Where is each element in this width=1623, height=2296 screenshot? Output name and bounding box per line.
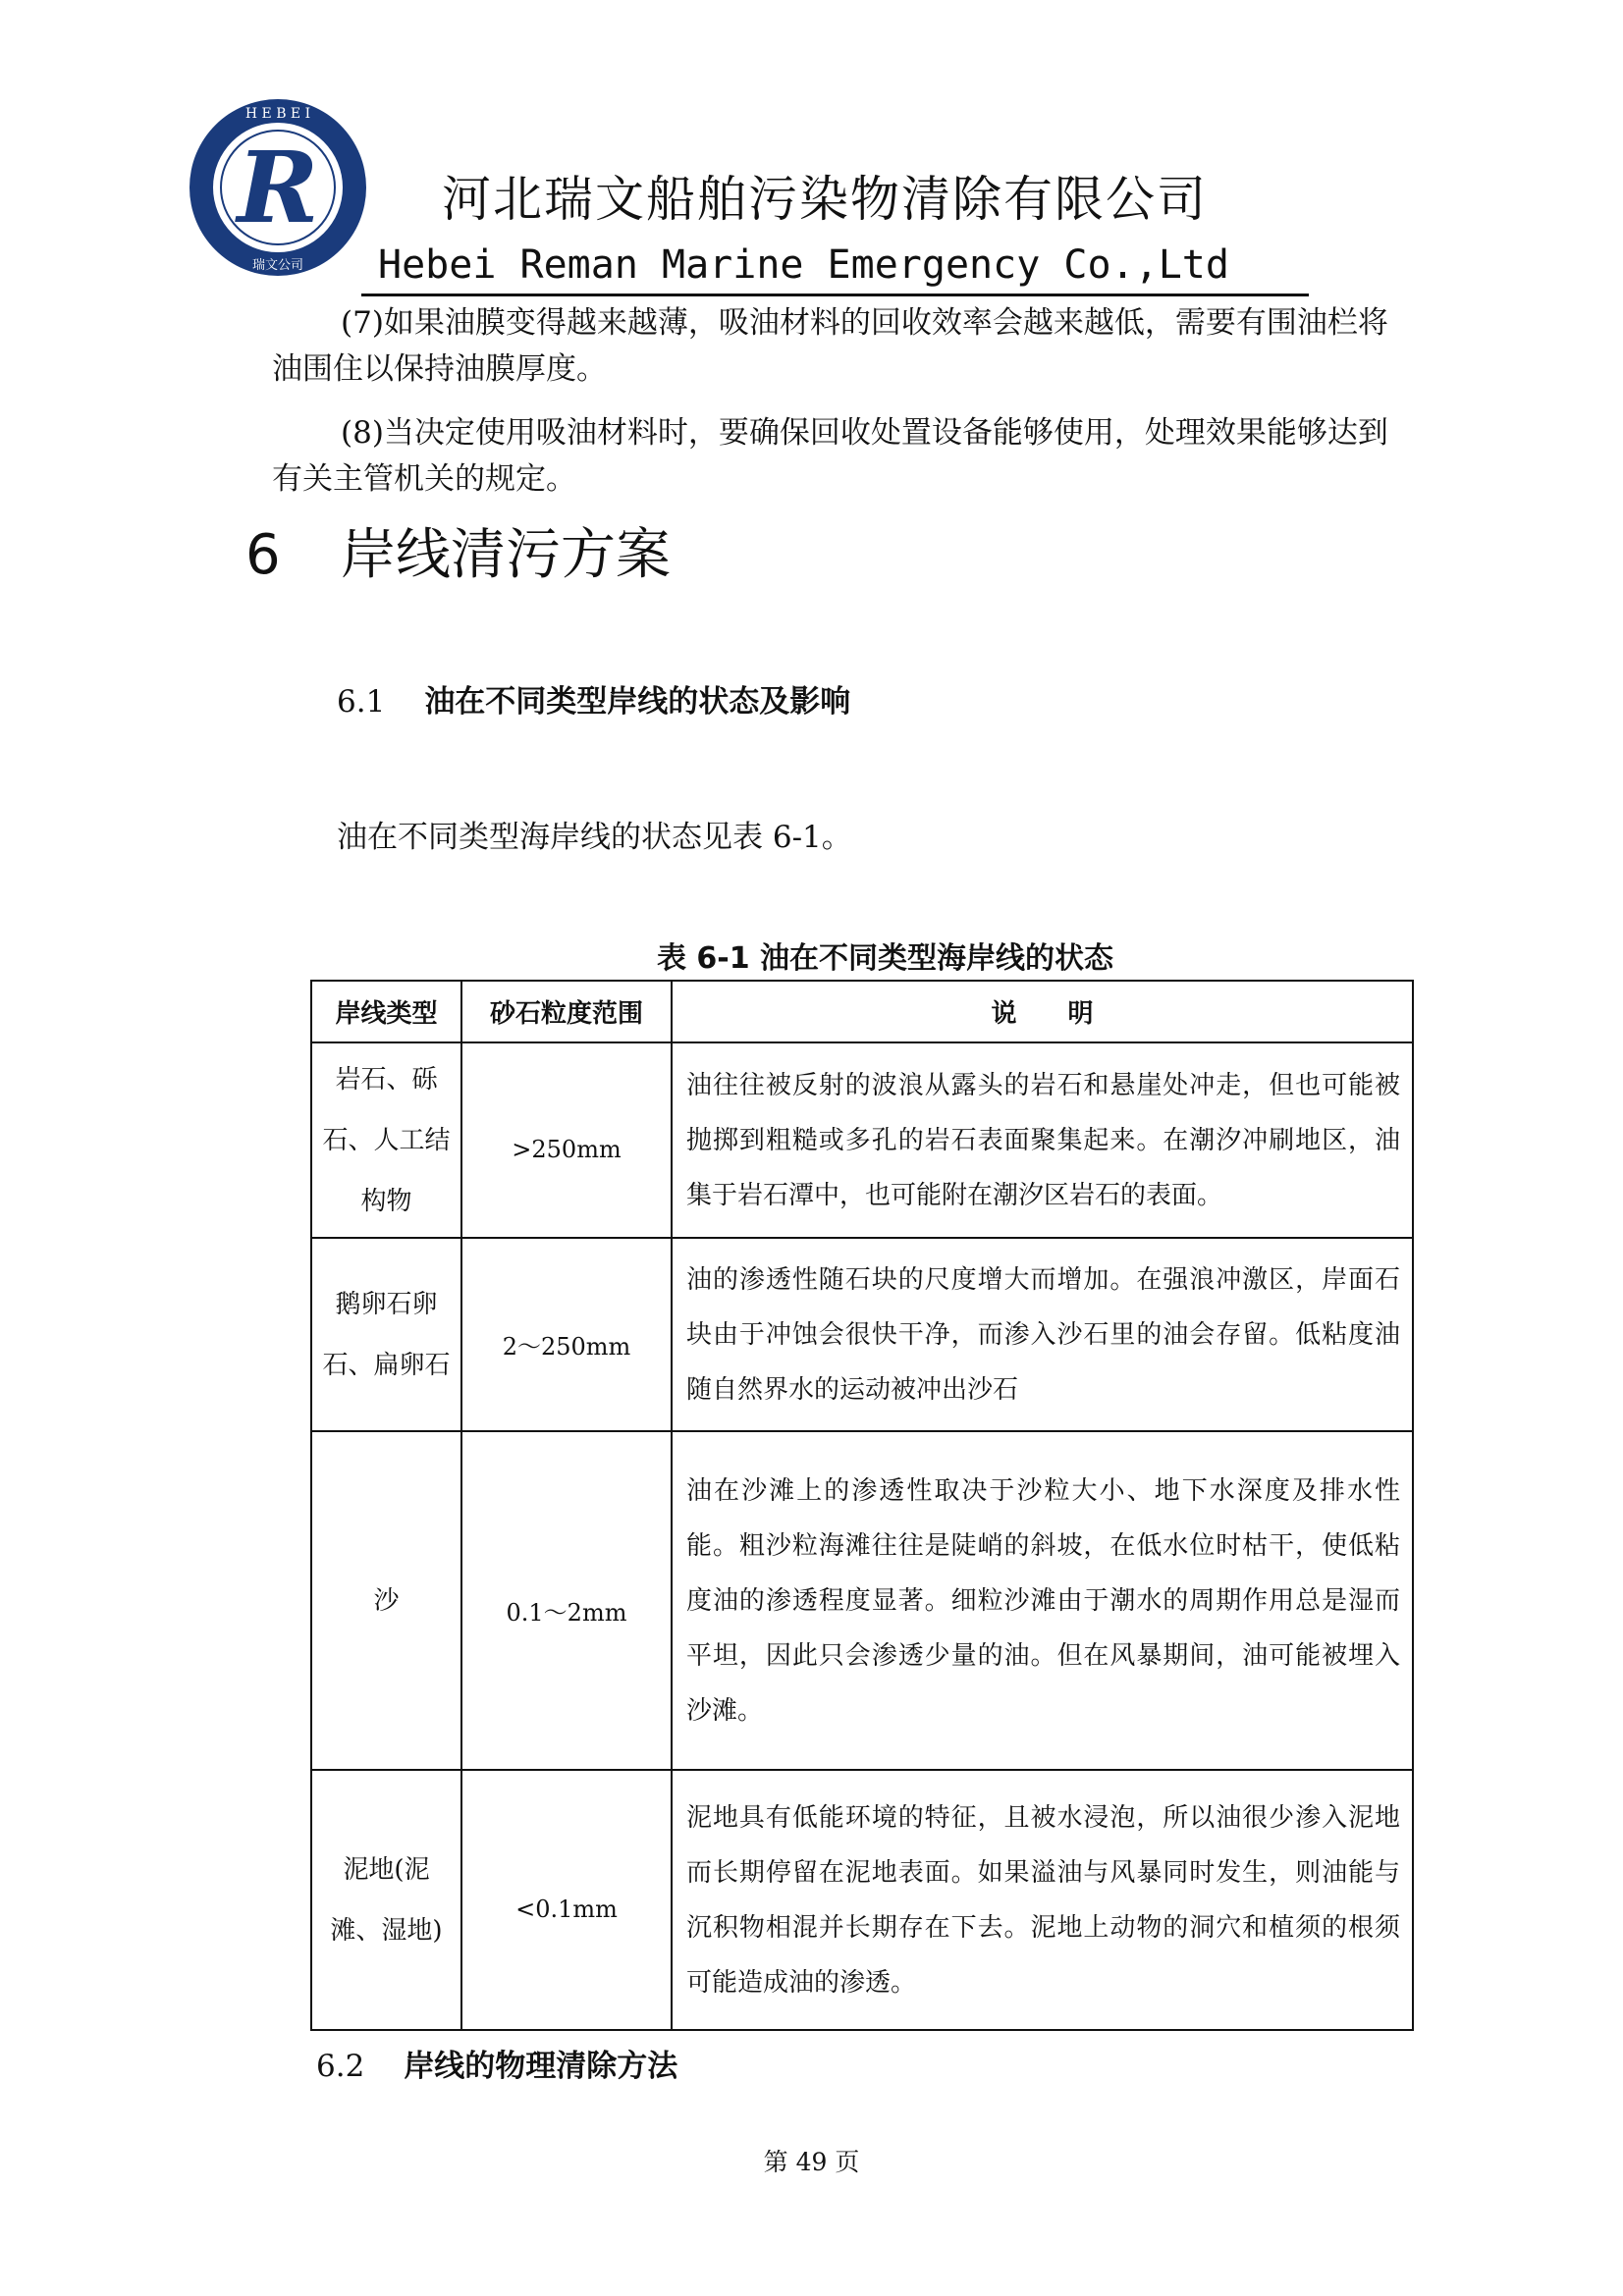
section-number: 6 <box>245 523 281 587</box>
description-cell: 油往往被反射的波浪从露头的岩石和悬崖处冲走，但也可能被抛掷到粗糙或多孔的岩石表面聚集起来。在潮汐冲刷地区，油集于岩石潭中，也可能附在潮汐区岩石的表面。 <box>672 1042 1413 1238</box>
description-cell: 油在沙滩上的渗透性取决于沙粒大小、地下水深度及排水性能。粗沙粒海滩往往是陡峭的斜坡，在低水位时枯干，使低粘度油的渗透程度显著。细粒沙滩由于潮水的周期作用总是湿而平坦，因此只会渗透少量的油。但在风暴期间，油可能被埋入沙滩。 <box>672 1431 1413 1770</box>
grain-range-cell: >250mm <box>461 1042 672 1238</box>
shoreline-type-cell: 沙 <box>311 1431 461 1770</box>
company-logo <box>187 96 369 279</box>
paragraph-8: (8)当决定使用吸油材料时，要确保回收处置设备能够使用，处理效果能够达到有关主管机关的规定。 <box>272 415 1388 497</box>
description-cell: 泥地具有低能环境的特征，且被水浸泡，所以油很少渗入泥地而长期停留在泥地表面。如果溢油与风暴同时发生，则油能与沉积物相混并长期存在下去。泥地上动物的洞穴和植须的根须可能造成油的渗透。 <box>672 1770 1413 2030</box>
shoreline-table <box>310 980 1414 2031</box>
section-title: 岸线清污方案 <box>341 523 671 587</box>
logo-bottom-text: 瑞文公司 <box>251 258 304 273</box>
logo-monogram: R <box>237 130 319 245</box>
company-name-cn: 河北瑞文船舶污染物清除有限公司 <box>442 171 1208 228</box>
paragraph-7: (7)如果油膜变得越来越薄，吸油材料的回收效率会越来越低，需要有围油栏将油围住以保持油膜厚度。 <box>272 305 1388 387</box>
column-header: 砂石粒度范围 <box>461 981 672 1042</box>
column-header: 说 明 <box>672 981 1413 1042</box>
shoreline-type-cell: 鹅卵石卵石、扁卵石 <box>311 1238 461 1431</box>
page-number: 第 49 页 <box>763 2148 860 2176</box>
section-heading-6-1 <box>337 684 851 720</box>
grain-range-cell: 2～250mm <box>461 1238 672 1431</box>
table-row <box>311 1238 1413 1431</box>
body-text: 油在不同类型海岸线的状态见表 6-1。 <box>337 820 852 855</box>
header-rule <box>361 294 1309 296</box>
shoreline-type-cell: 泥地(泥滩、湿地) <box>311 1770 461 2030</box>
logo-ring-text: H E B E I <box>244 106 311 122</box>
table-caption: 表 6-1 油在不同类型海岸线的状态 <box>656 941 1114 976</box>
table-row <box>311 1431 1413 1770</box>
table-row <box>311 1770 1413 2030</box>
description-cell: 油的渗透性随石块的尺度增大而增加。在强浪冲激区，岸面石块由于冲蚀会很快干净，而渗入沙石里的油会存留。低粘度油随自然界水的运动被冲出沙石 <box>672 1238 1413 1431</box>
column-header: 岸线类型 <box>311 981 461 1042</box>
section-heading-6 <box>245 523 671 587</box>
section-title: 岸线的物理清除方法 <box>404 2049 678 2084</box>
grain-range-cell: 0.1～2mm <box>461 1431 672 1770</box>
section-heading-6-2 <box>316 2049 678 2084</box>
section-title: 油在不同类型岸线的状态及影响 <box>424 684 851 720</box>
company-name-en: Hebei Reman Marine Emergency Co.,Ltd <box>378 242 1229 288</box>
shoreline-type-cell: 岩石、砾石、人工结构物 <box>311 1042 461 1238</box>
table-header-row <box>311 981 1413 1042</box>
table-row <box>311 1042 1413 1238</box>
section-number: 6.1 <box>337 684 386 720</box>
section-number: 6.2 <box>316 2049 365 2084</box>
grain-range-cell: <0.1mm <box>461 1770 672 2030</box>
